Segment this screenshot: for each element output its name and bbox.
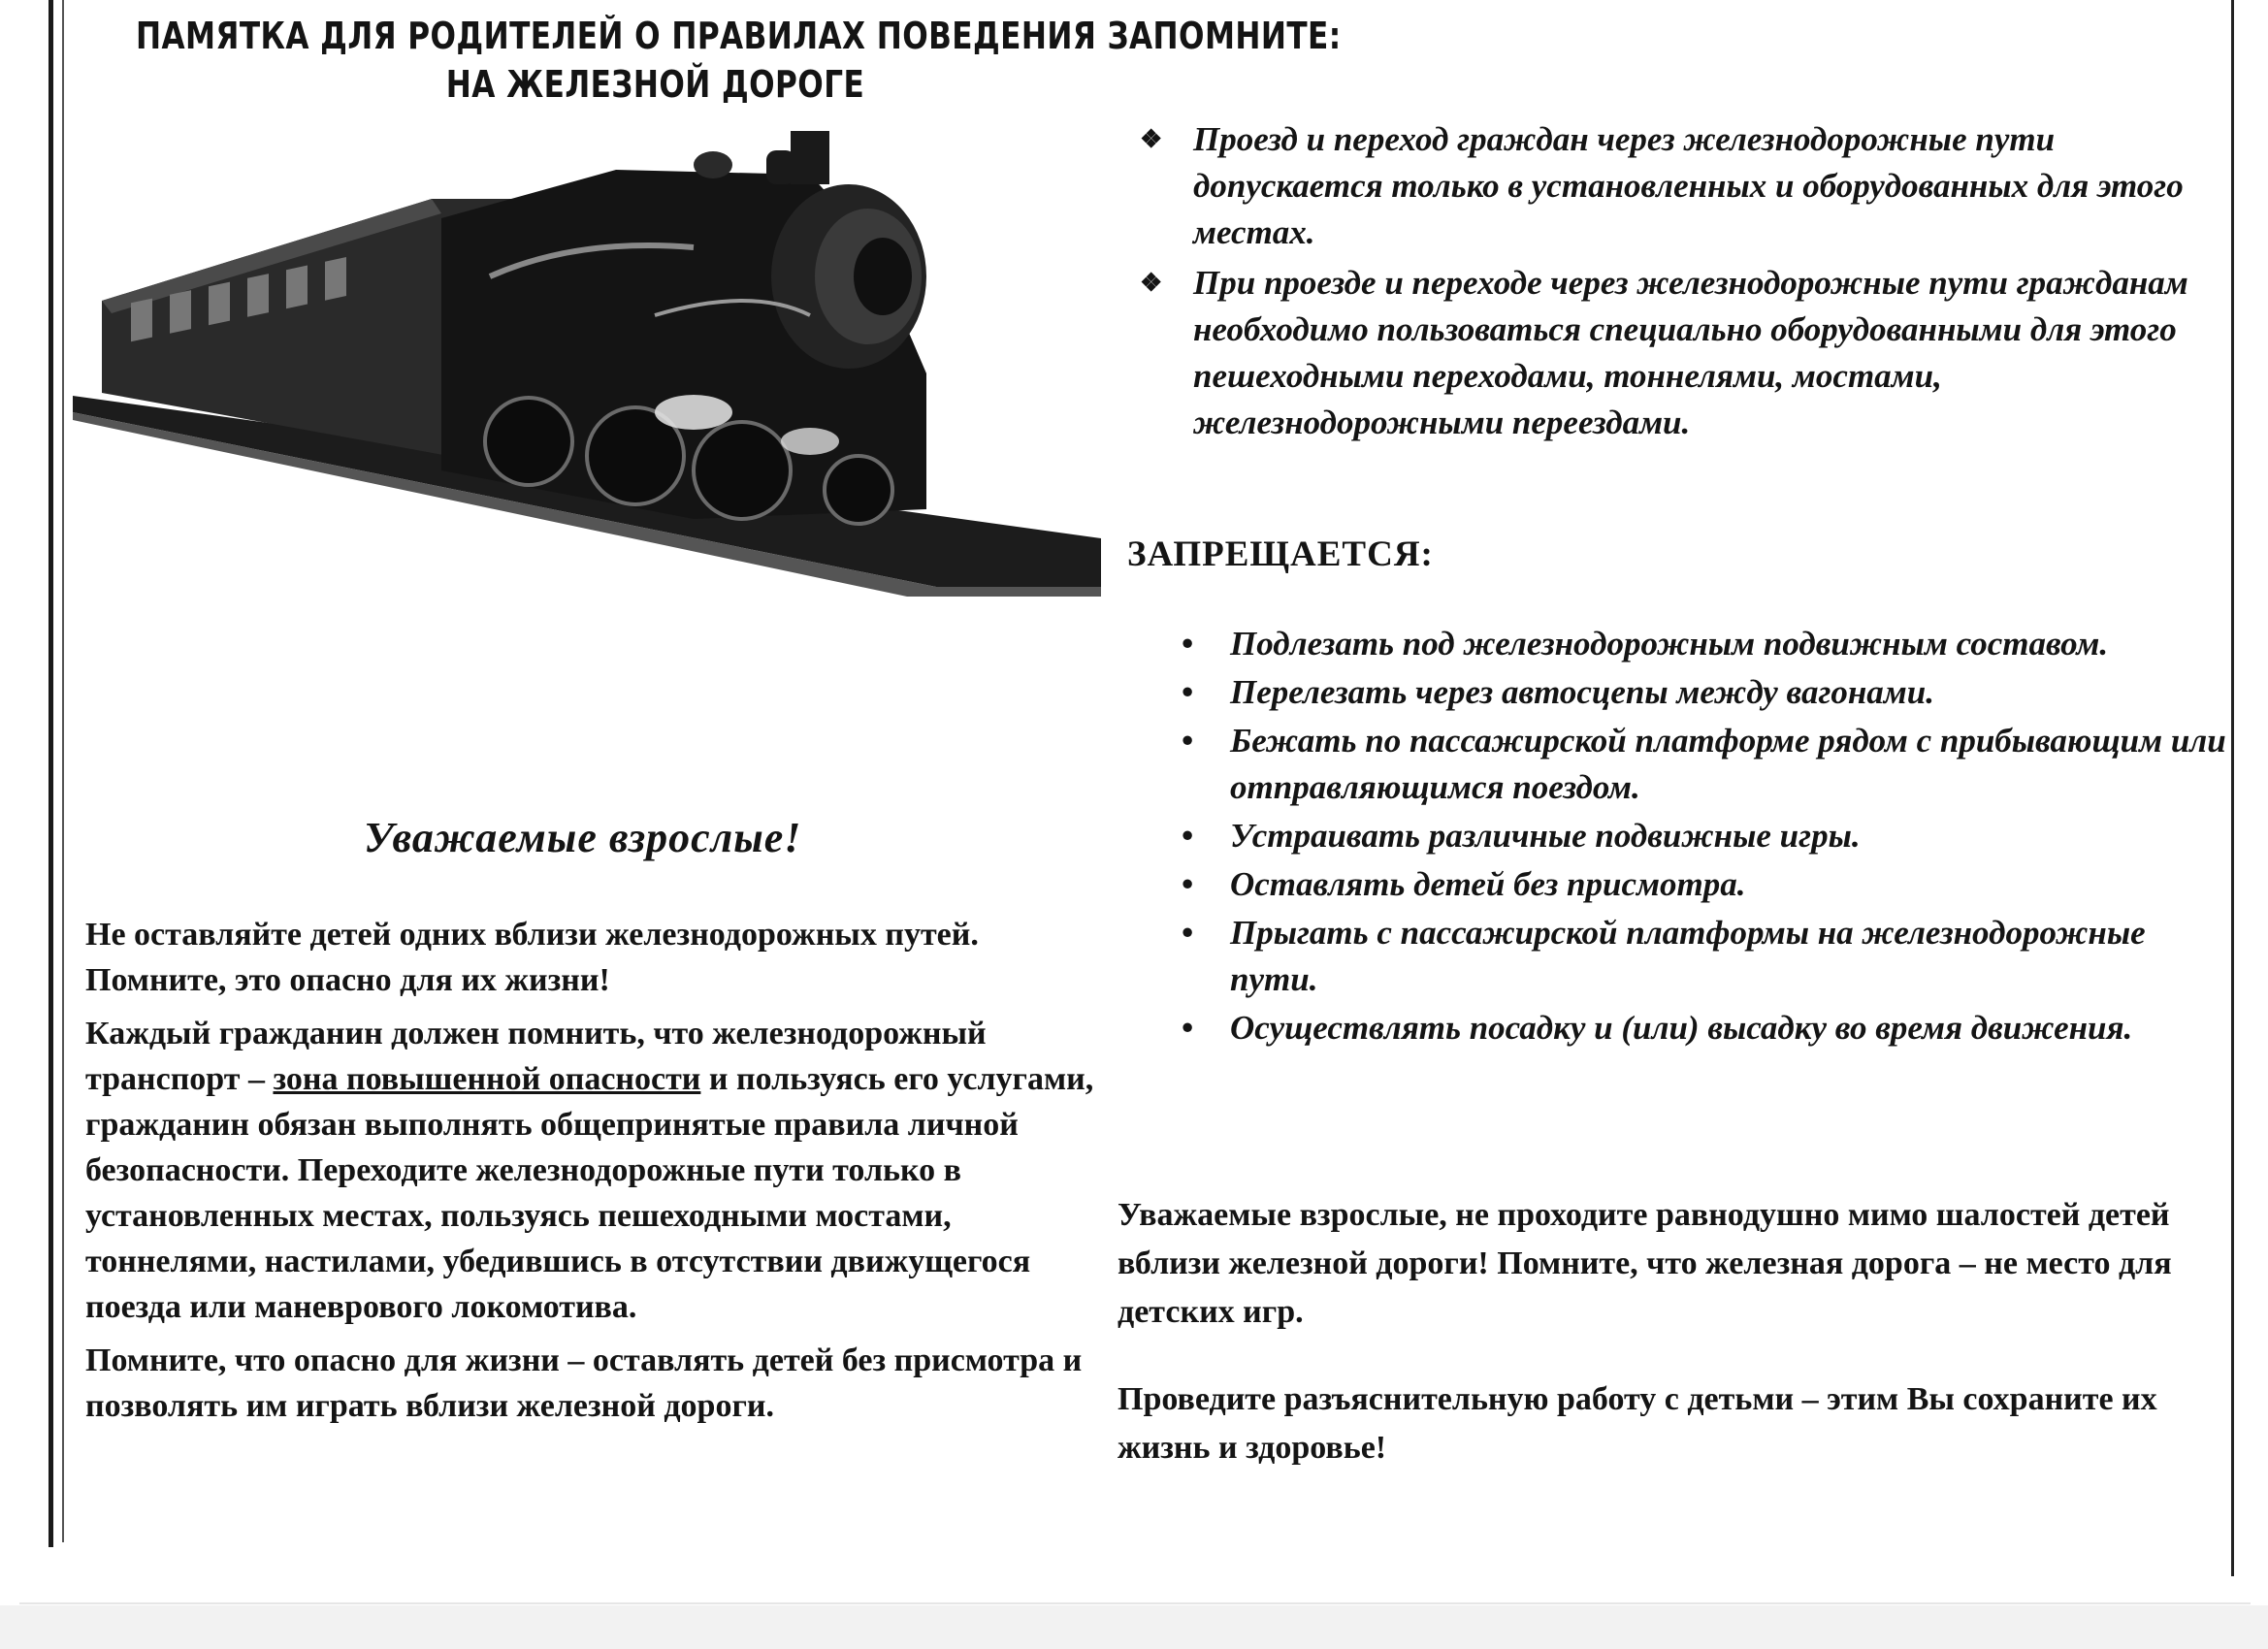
forbidden-item-7: • Осуществлять посадку и (или) высадку во время движения. — [1182, 1005, 2229, 1051]
forbidden-item-1: • Подлезать под железнодорожным подвижным составом. — [1182, 621, 2229, 667]
steam-locomotive-illustration — [73, 121, 1101, 597]
title-line-1: ПАМЯТКА ДЛЯ РОДИТЕЛЕЙ О ПРАВИЛАХ ПОВЕДЕНИЯ ЗАПОМНИТЕ: — [136, 15, 1342, 57]
left-body-text — [85, 912, 1114, 1437]
left-paragraph-3: Помните, что опасно для жизни – оставлять детей без присмотра и позволять им играть вблизи железной дороги. — [85, 1342, 1083, 1424]
forbidden-item-2: • Перелезать через автосцепы между вагонами. — [1182, 669, 2229, 716]
forbidden-list — [1182, 621, 2229, 1053]
greeting-heading: Уважаемые взрослые! — [364, 814, 802, 861]
forbidden-item-5: • Оставлять детей без присмотра. — [1182, 861, 2229, 908]
forbidden-item-4: • Устраивать различные подвижные игры. — [1182, 813, 2229, 859]
left-paragraph-1: Не оставляйте детей одних вблизи железнодорожных путей. Помните, это опасно для их жизни! — [85, 917, 979, 998]
scan-bottom-band — [0, 1605, 2268, 1649]
scan-border-left — [49, 0, 53, 1547]
right-appeal-p2: Проведите разъяснительную работу с детьми – этим Вы сохраните их жизнь и здоровье! — [1118, 1381, 2157, 1466]
permitted-rule-2: ❖ При проезде и переходе через железнодорожные пути гражданам необходимо пользоваться специально оборудованными для этого пешеходными переходами, тоннелями, мостами, железнодорожными переездами. — [1120, 260, 2207, 446]
left-paragraph-2 — [85, 1011, 1114, 1330]
forbidden-item-6: • Прыгать с пассажирской платформы на железнодорожные пути. — [1182, 910, 2229, 1003]
permitted-rule-1: ❖ Проезд и переход граждан через железнодорожные пути допускается только в установленных и оборудованных для этого местах. — [1120, 116, 2207, 256]
scan-bottom-line — [19, 1602, 2251, 1604]
page-title — [136, 12, 1342, 109]
forbidden-heading: ЗАПРЕЩАЕТСЯ: — [1127, 534, 1434, 574]
danger-zone-underlined: зона повышенной опасности — [273, 1061, 701, 1097]
right-appeal-p1: Уважаемые взрослые, не проходите равнодушно мимо шалостей детей вблизи железной дороги! Помните, что железная дорога – не место для детских игр. — [1118, 1197, 2172, 1330]
permitted-rules — [1120, 116, 2207, 450]
left-p2-end: и пользуясь его услугами, гражданин обязан выполнять общепринятые правила личной безопасности. Переходите железнодорожные пути только в установленных местах, пользуясь пешеходными мостами, тоннелями, настилами, убедившись в отсутствии движущегося поезда или маневрового локомотива. — [85, 1061, 1094, 1325]
title-line-2: НА ЖЕЛЕЗНОЙ ДОРОГЕ — [445, 63, 865, 106]
right-appeal — [1118, 1191, 2233, 1511]
scan-border-left-inner — [62, 0, 64, 1542]
forbidden-item-3: • Бежать по пассажирской платформе рядом с прибывающим или отправляющимся поездом. — [1182, 718, 2229, 811]
left-p2-start: Каждый гражданин должен помнить, что железнодорожный транспорт – — [85, 1016, 987, 1097]
